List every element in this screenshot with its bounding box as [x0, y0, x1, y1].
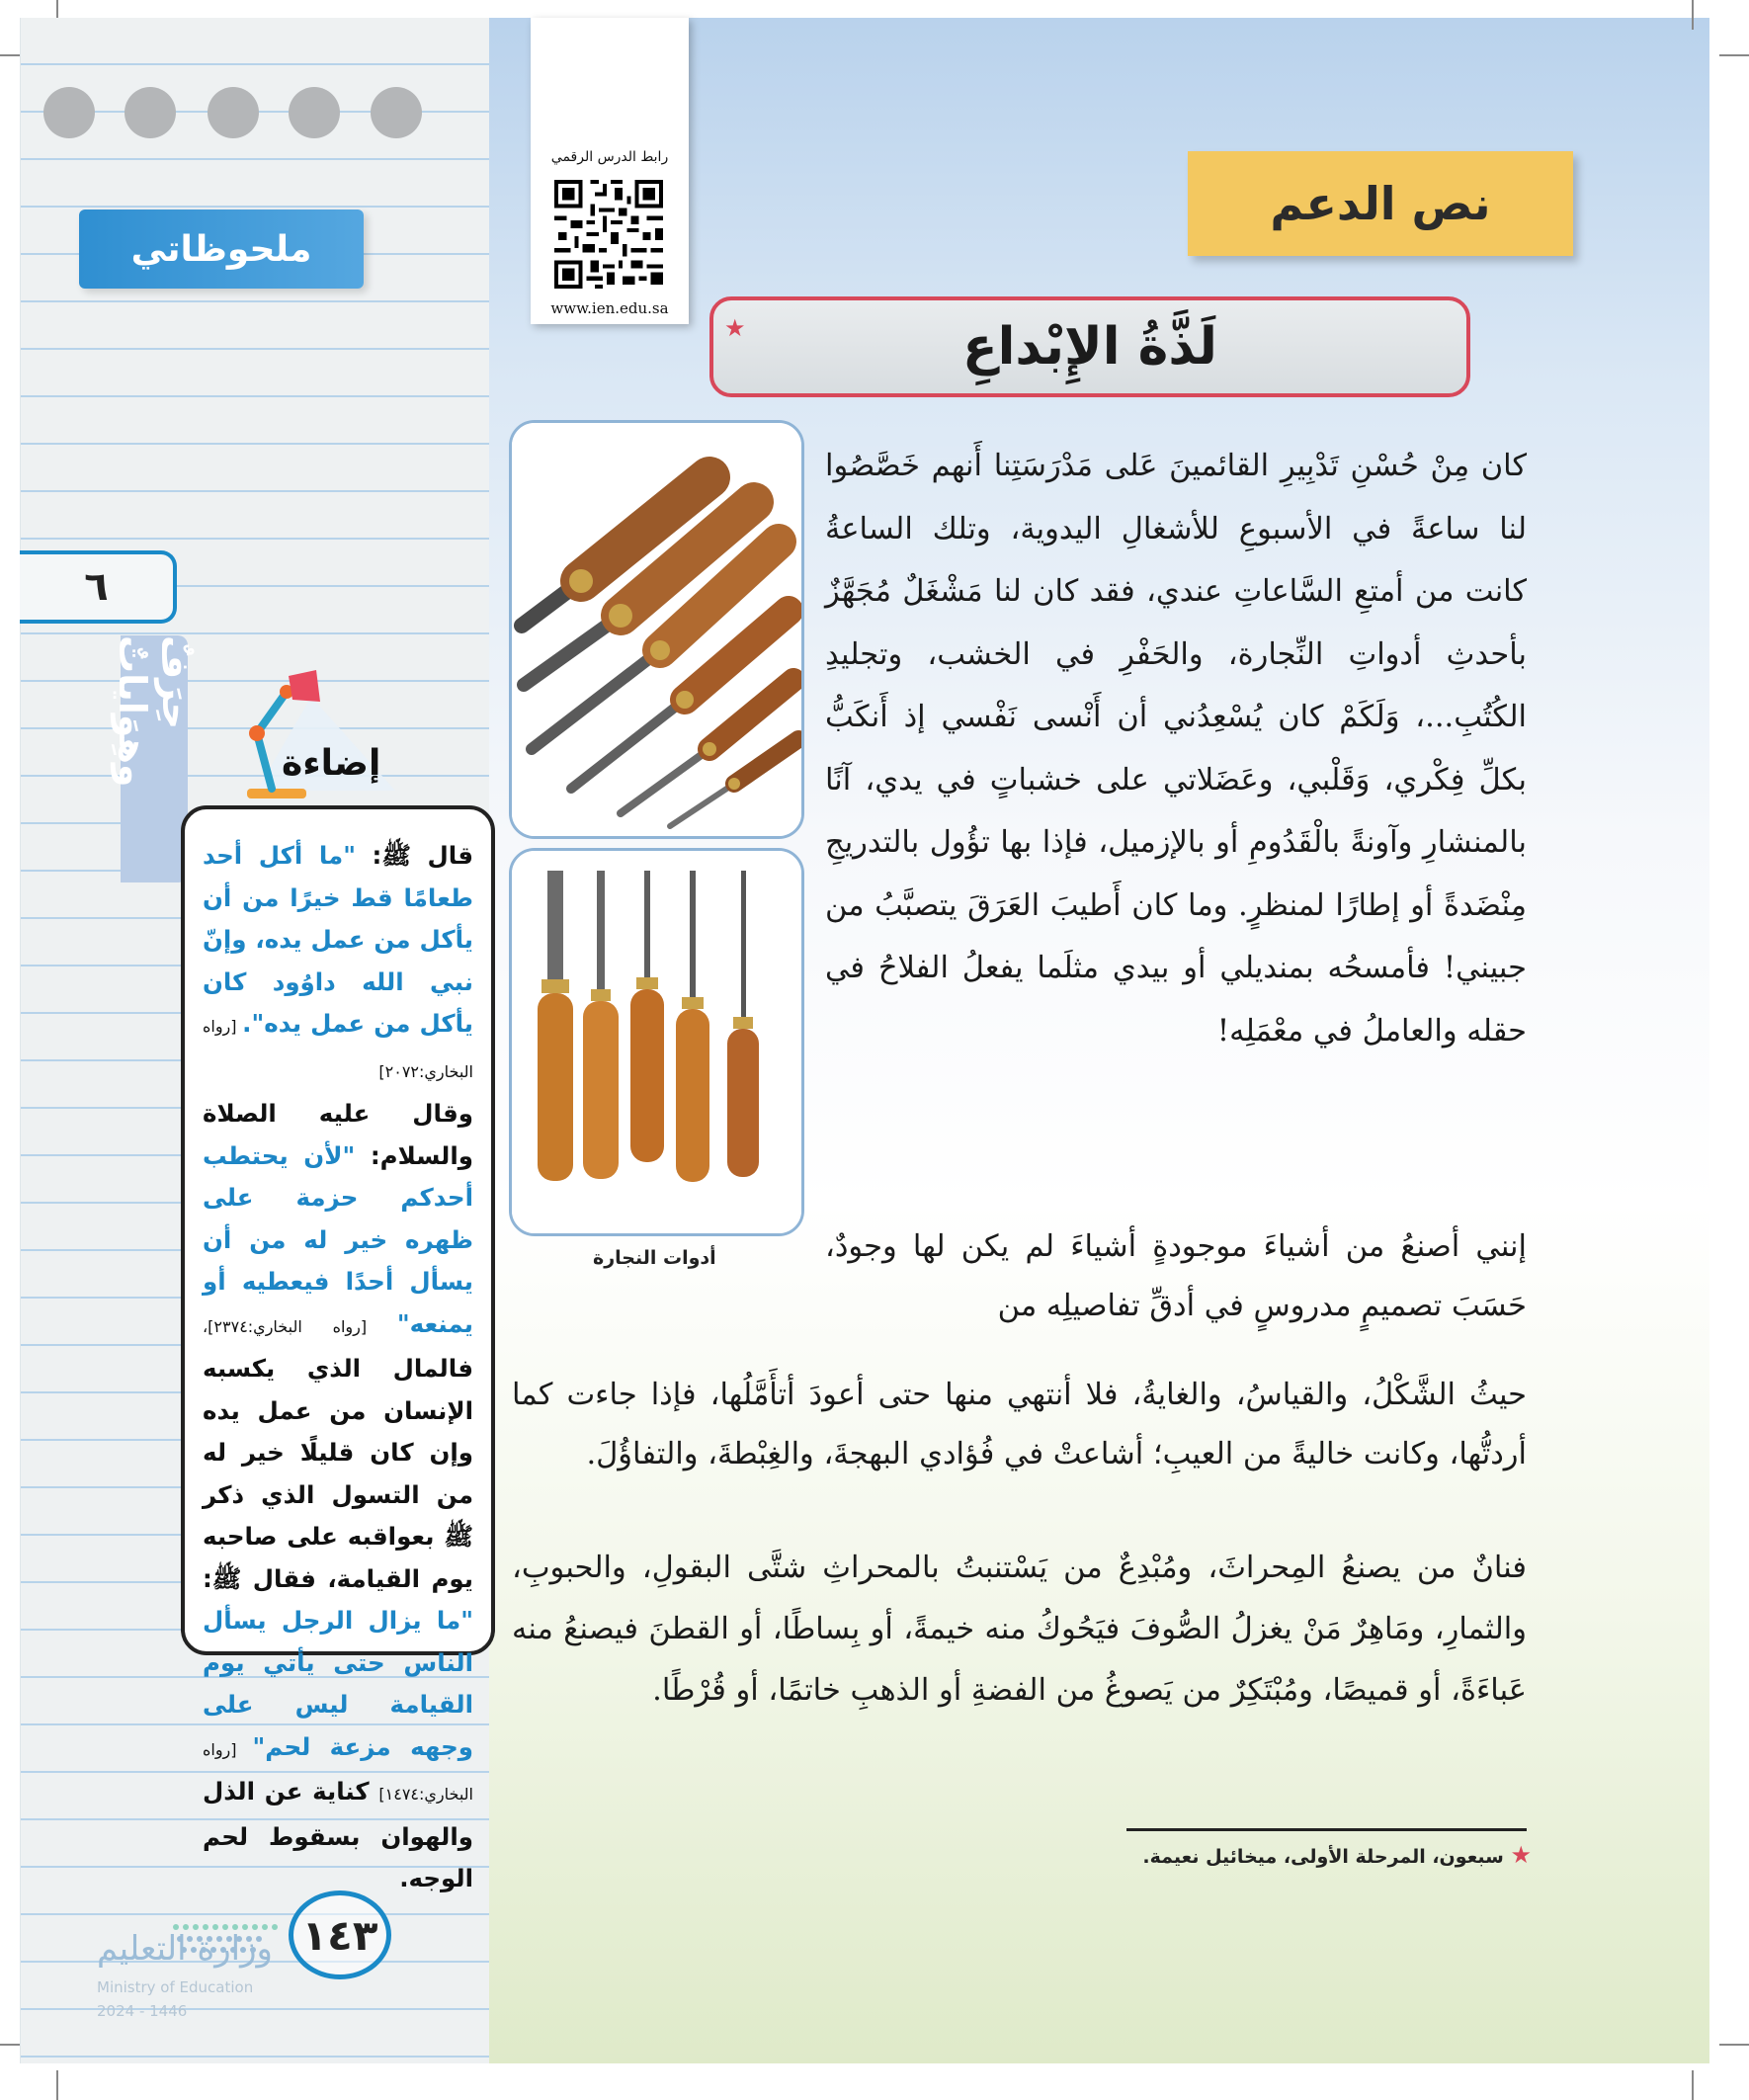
- unit-number: ٦: [84, 564, 109, 610]
- page-number-text: ١٤٣: [301, 1910, 378, 1960]
- desk-lamp-icon: [217, 662, 415, 810]
- footnote-text: سبعون، المرحلة الأولى، ميخائيل نعيمة.: [1142, 1846, 1504, 1868]
- idaa-box: [181, 805, 495, 1892]
- crop-mark: [1719, 54, 1749, 56]
- crop-mark: [1692, 0, 1694, 30]
- paragraph-text: إنني أصنعُ من أشياءَ موجودةٍ أشياءَ لم يكن لها وجودٌ، حَسَبَ تصميمٍ مدروسٍ في أدقِّ تفاصيلِه من: [825, 1229, 1527, 1323]
- academic-year: 2024 - 1446: [97, 2002, 188, 2020]
- paragraph-text: حيثُ الشَّكْلُ، والقياسُ، والغايةُ، فلا أنتهي منها حتى أعودَ أتأَمَّلُها، فإذا جاءت كما أردتُّها، وكانت خاليةً من العيبِ؛ أشاعتْ في فُؤادي البهجةَ، والغِبْطةَ، والتفاؤُلَ.: [512, 1378, 1527, 1471]
- photo-caption: أدوات النجارة: [593, 1247, 716, 1269]
- body-paragraph-2-cont: [512, 1366, 1527, 1484]
- body-paragraph-3: [512, 1538, 1527, 1722]
- page-number: [289, 1890, 391, 1979]
- unit-name: حِرَفٌ وهِوَاياتٌ: [111, 635, 198, 788]
- hadith-quote: "ما أكل أحد طعامًا قط خيرًا من أن يأكل من عمل يده، وإنّ نبي الله داوُود كان يأكل من عمل يده".: [203, 841, 473, 1038]
- hadith-quote: "ما يزال الرجل يسأل الناس حتى يأتي يوم القيامة ليس على وجهه مزعة لحم": [203, 1606, 473, 1761]
- hadith-reference: [رواه البخاري:١٤٧٤]: [203, 1739, 473, 1804]
- idaa-text: فالمال الذي يكسبه الإنسان من عمل يده وإن كان قليلًا خير له من التسول الذي ذكر ﷺ بعواقبه على صاحبه يوم القيامة، فقال ﷺ:: [203, 1354, 473, 1593]
- photo-chisels-set: [509, 420, 804, 839]
- body-paragraph-1: [825, 435, 1527, 1062]
- binder-hole: [43, 87, 95, 138]
- ministry-name-ar: وزارة التعليم: [97, 1929, 273, 1969]
- crop-mark: [1719, 2044, 1749, 2046]
- hadith-reference: [رواه البخاري:٢٣٧٤]،: [203, 1316, 397, 1336]
- unit-number-box: [20, 550, 177, 624]
- ministry-name-en: Ministry of Education: [97, 1978, 254, 1996]
- upright-chisels-image: [512, 851, 801, 1233]
- footnote-star-icon: ★: [1510, 1841, 1532, 1869]
- footnote: [1117, 1841, 1532, 1869]
- idaa-text: قال ﷺ:: [355, 841, 473, 870]
- binder-hole: [208, 87, 259, 138]
- qr-card[interactable]: [531, 18, 689, 324]
- chisels-image: [512, 423, 801, 836]
- crop-mark: [56, 2070, 58, 2100]
- notes-tab: [79, 210, 364, 289]
- paragraph-text: كان مِنْ حُسْنِ تَدْبِيرِ القائمينَ عَلى مَدْرَسَتِنا أَنهم خَصَّصُوا لنا ساعةً في الأسبوعِ للأشغالِ اليدوية، وتلك الساعةُ كانت من أمتعِ السَّاعاتِ عندي، فقد كان لنا مَشْغَلٌ مُجَهَّزٌ بأحدثِ أدواتِ النِّجارة، والحَفْرِ في الخشب، وتجليدِ الكُتُبِ...، وَلَكَمْ كان يُسْعِدُني أن أَنْسى نَفْسي إذ أَنكَبُّ بكلِّ فِكْري، وَقَلْبي، وعَضَلاتي على خشباتٍ في يدي، آنًا بالمنشارِ وآونةً بالْقَدُومِ أو بالإزميل، فإذا بها تؤُول بالتدريجِ مِنْضَدةً أو إطارًا لمنظرٍ. وما كان أَطيبَ العَرَقَ يتصبَّبُ من جبيني! فأمسحُه بمنديلي أو بيدي مثلَما يفعلُ الفلاحُ في حقله والعاملُ في معْمَلِه!: [825, 449, 1527, 1049]
- footnote-separator: [1126, 1828, 1527, 1831]
- idaa-title: إضاءة: [282, 743, 381, 784]
- lesson-title: لَذَّةُ الإِبْداعِ: [962, 317, 1217, 377]
- idaa-text: وقال عليه الصلاة والسلام:: [203, 1099, 473, 1170]
- unit-name-tab: [111, 635, 198, 882]
- body-paragraph-2: [825, 1218, 1527, 1336]
- qr-code-icon[interactable]: [550, 176, 667, 293]
- paragraph-text: فنانٌ من يصنعُ المِحراثَ، ومُبْدِعٌ من يَسْتنبتُ بالمحراثِ شتَّى البقولِ، والحبوبِ، والثمارِ، ومَاهِرٌ مَنْ يغزلُ الصُّوفَ فيَحُوكُ منه خيمةً، أو بِساطًا، أو القطنَ فيصنعُ منه عَباءَةً، أو قميصًا، ومُبْتَكِرٌ من يَصوغُ من الفضةِ أو الذهبِ خاتمًا، أو قُرْطًا.: [512, 1551, 1527, 1708]
- crop-mark: [1692, 2070, 1694, 2100]
- binder-hole: [289, 87, 340, 138]
- photo-chisels-upright: [509, 848, 804, 1236]
- idaa-text: كناية عن الذل والهوان بسقوط لحم الوجه.: [203, 1777, 473, 1892]
- notes-title: ملحوظاتي: [130, 228, 312, 270]
- title-star-icon: ★: [724, 314, 746, 342]
- section-tag-text: نص الدعم: [1270, 177, 1491, 230]
- binder-hole: [371, 87, 422, 138]
- qr-url[interactable]: www.ien.edu.sa: [550, 299, 669, 317]
- hadith-reference: [رواه البخاري:٢٠٧٢]: [203, 1017, 473, 1081]
- qr-caption: رابط الدرس الرقمي: [550, 149, 669, 165]
- hadith-quote: "لأن يحتطب أحدكم حزمة على ظهره خير له من أن يسأل أحدًا فيعطيه أو يمنعه": [203, 1140, 473, 1338]
- lesson-title-box: [709, 296, 1470, 397]
- section-tag: [1188, 151, 1573, 256]
- binder-hole: [125, 87, 176, 138]
